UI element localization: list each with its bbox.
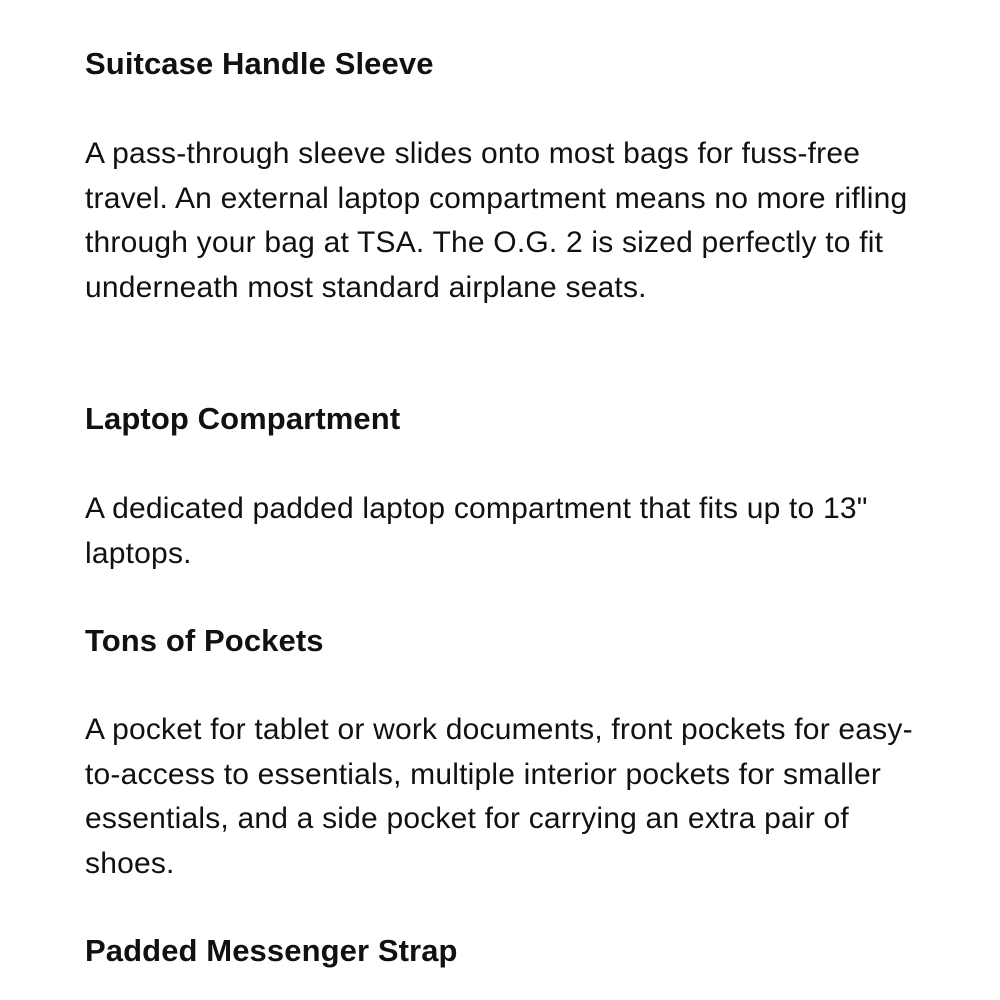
feature-title-suitcase-handle-sleeve: Suitcase Handle Sleeve: [85, 46, 434, 81]
feature-title-padded-messenger-strap: Padded Messenger Strap: [85, 933, 458, 968]
feature-title-laptop-compartment: Laptop Compartment: [85, 401, 401, 436]
feature-description-suitcase-handle-sleeve: A pass-through sleeve slides onto most bags for fuss-free travel. An external laptop compartment means no more rifling through your bag at TSA. The O.G. 2 is sized perfectly to fit underneath most standard airplane seats.: [85, 137, 908, 304]
feature-description-laptop-compartment: A dedicated padded laptop compartment that fits up to 13" laptops.: [85, 492, 868, 570]
feature-title-tons-of-pockets: Tons of Pockets: [85, 623, 324, 658]
feature-description-tons-of-pockets: A pocket for tablet or work documents, front pockets for easy-to-access to essentials, multiple interior pockets for smaller essentials, and a side pocket for carrying an extra pair of shoes.: [85, 713, 913, 880]
